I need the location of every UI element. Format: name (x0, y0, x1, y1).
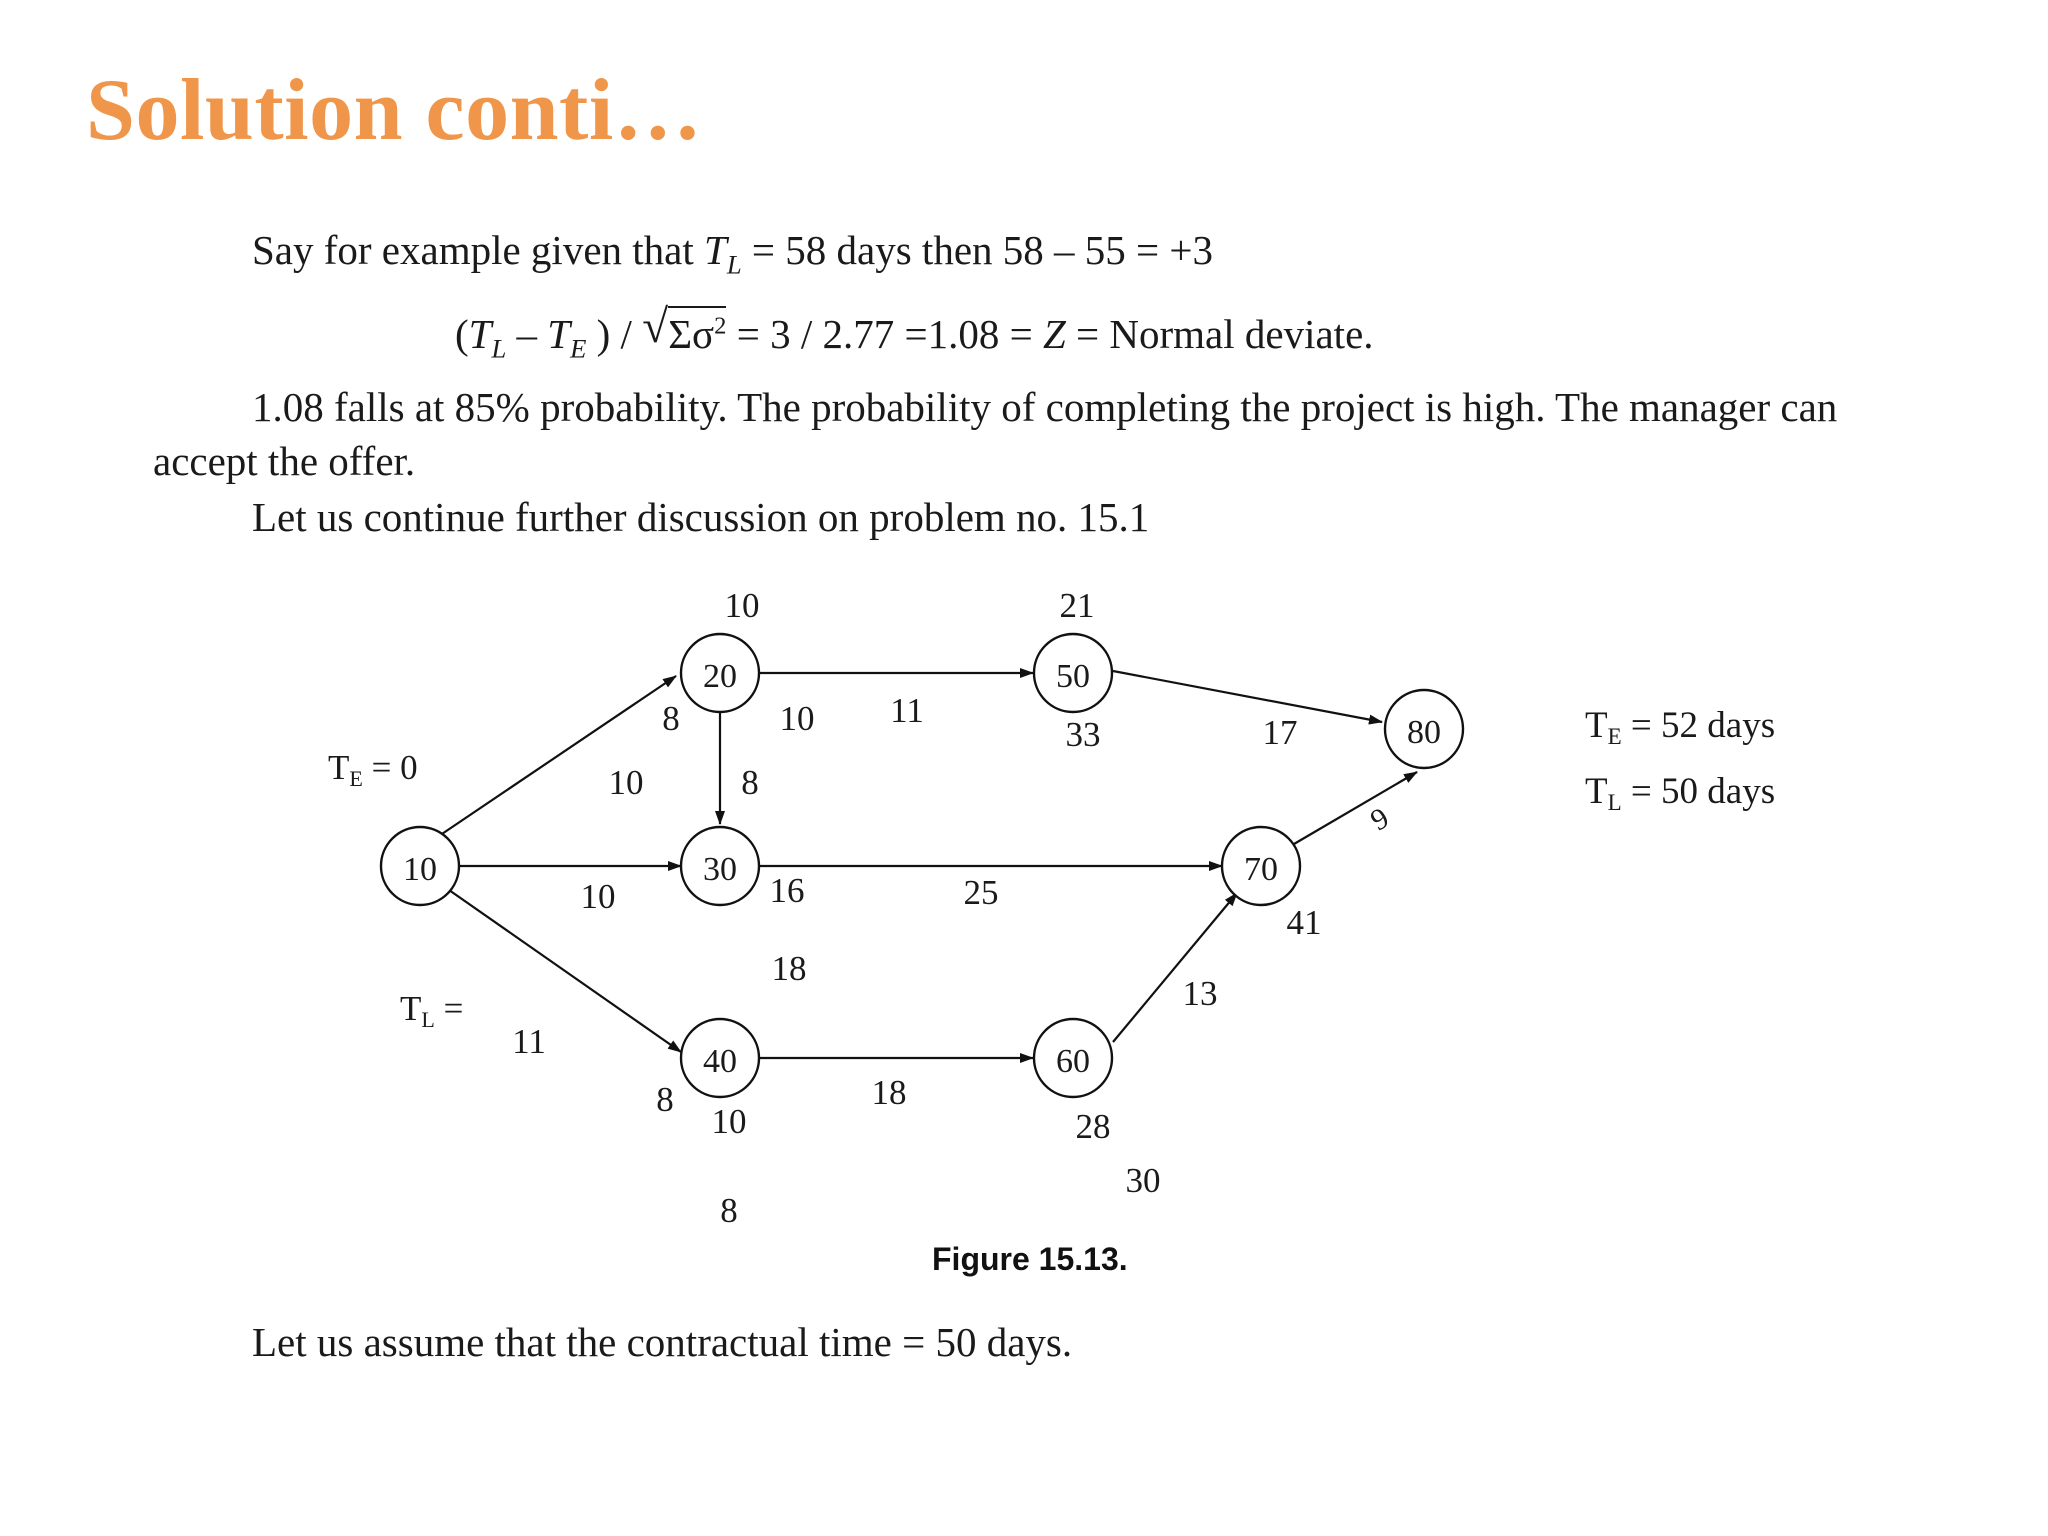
node-80-label: 80 (1407, 714, 1441, 751)
label-9-edge-70-80: 9 (1365, 801, 1395, 838)
node-20 (681, 634, 759, 712)
te-start-annotation: $T_E = 0$ (328, 748, 418, 791)
formula-close: ) / (586, 311, 643, 357)
page-title: Solution conti… (86, 62, 703, 159)
radicand: Σσ (668, 311, 715, 357)
probability-statement-cont: accept the offer. (153, 438, 416, 484)
label-10-edge-10-30: 10 (580, 877, 616, 916)
var-t: T (704, 227, 727, 273)
radical-sign: √ (642, 301, 669, 353)
tl-start-annotation: $T_L$ = (400, 989, 464, 1032)
formula-open: ( (455, 311, 469, 357)
formula-result: = 3 / 2.77 =1.08 = (726, 311, 1043, 357)
node-50 (1034, 634, 1112, 712)
label-18-below-30: 18 (771, 949, 807, 988)
label-21-top-50: 21 (1059, 586, 1095, 625)
label-33-below-50: 33 (1065, 715, 1101, 754)
node-80 (1385, 690, 1463, 768)
formula-minus: – (506, 311, 548, 357)
label-8-bottom: 8 (720, 1191, 738, 1230)
formula-tl-sub: L (491, 333, 507, 364)
edge-labels (512, 586, 1394, 1230)
label-18-edge-40-60: 18 (871, 1073, 907, 1112)
label-28-below-60: 28 (1075, 1107, 1111, 1146)
formula-z: Z (1042, 311, 1066, 357)
edge-60-70 (1113, 893, 1237, 1042)
radicand-power: 2 (714, 312, 727, 340)
edge-10-20 (433, 676, 676, 840)
label-30-below-60: 30 (1125, 1161, 1161, 1200)
formula-normal-deviate: = Normal deviate. (1065, 311, 1374, 357)
contractual-time-line: Let us assume that the contractual time = 50 days. (252, 1319, 1073, 1365)
label-41-below-70: 41 (1286, 903, 1322, 942)
given-suffix: = 58 days then 58 – 55 = +3 (741, 227, 1214, 273)
node-40 (681, 1019, 759, 1097)
edge-70-80 (1294, 772, 1417, 844)
label-16-right-30: 16 (769, 871, 805, 910)
node-10-label: 10 (403, 851, 437, 888)
label-10-below-20: 10 (779, 699, 815, 738)
time-annotations (328, 705, 1775, 1032)
node-60 (1034, 1019, 1112, 1097)
var-l-subscript: L (726, 249, 742, 280)
node-30-label: 30 (703, 851, 737, 888)
edge-10-40 (449, 890, 681, 1052)
label-13-edge-60-70: 13 (1182, 974, 1218, 1013)
node-30 (681, 827, 759, 905)
continue-discussion-line: Let us continue further discussion on problem no. 15.1 (252, 494, 1150, 540)
node-40-label: 40 (703, 1043, 737, 1080)
label-8-edge-20-30: 8 (741, 763, 759, 802)
label-25-edge-30-70: 25 (963, 873, 999, 912)
probability-statement: 1.08 falls at 85% probability. The probability of completing the project is high. The manager can (252, 384, 1838, 430)
label-8-edge-10-20: 8 (662, 699, 680, 738)
te-end-annotation: TE = 52 days (1585, 705, 1776, 749)
edge-50-80 (1113, 671, 1382, 722)
tl-end-annotation: TL = 50 days (1585, 771, 1776, 815)
label-10-top-20: 10 (724, 586, 760, 625)
label-10-edge-10-20-mid: 10 (608, 763, 644, 802)
formula-te-sub: E (570, 333, 587, 364)
label-8-left-40: 8 (656, 1080, 674, 1119)
formula-tl: T (468, 311, 492, 357)
label-17-edge-50-80: 17 (1262, 713, 1298, 752)
node-50-label: 50 (1056, 658, 1090, 695)
node-70 (1222, 827, 1300, 905)
label-11-edge-20-50: 11 (890, 691, 924, 730)
label-11-edge-10-40: 11 (512, 1022, 546, 1061)
node-60-label: 60 (1056, 1043, 1090, 1080)
node-20-label: 20 (703, 658, 737, 695)
label-10-below-40: 10 (711, 1102, 747, 1141)
node-70-label: 70 (1244, 851, 1278, 888)
node-10 (381, 827, 459, 905)
formula-te: T (547, 311, 571, 357)
given-prefix: Say for example given that (252, 227, 705, 273)
figure-caption: Figure 15.13. (932, 1241, 1128, 1277)
